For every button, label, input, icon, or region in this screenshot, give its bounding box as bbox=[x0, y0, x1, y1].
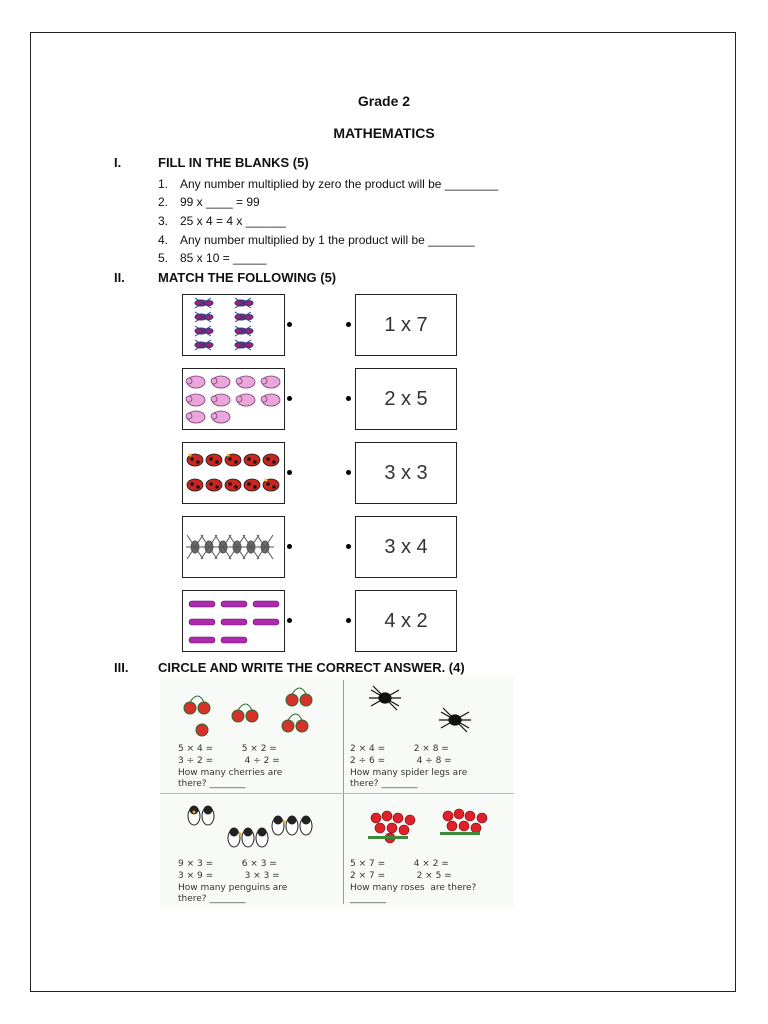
list-item bbox=[158, 177, 498, 191]
match-answer-box: 1 x 7 bbox=[355, 294, 457, 356]
question-text: How many roses are there? bbox=[350, 883, 477, 893]
section-3-number: III. bbox=[114, 660, 129, 675]
answer-line[interactable]: there? ________ bbox=[178, 779, 246, 789]
caterpillars-picture bbox=[182, 590, 285, 652]
list-item bbox=[158, 251, 266, 265]
list-item bbox=[158, 233, 475, 247]
section-2-number: II. bbox=[114, 270, 125, 285]
match-dot-left[interactable] bbox=[287, 396, 292, 401]
list-item bbox=[158, 195, 260, 209]
match-dot-right[interactable] bbox=[346, 618, 351, 623]
equation-line: 2 × 4 = 2 × 8 = bbox=[350, 744, 449, 754]
page-title: Grade 2 bbox=[357, 93, 411, 109]
match-answer-box: 2 x 5 bbox=[355, 368, 457, 430]
answer-line[interactable]: ________ bbox=[350, 894, 386, 904]
spider-icon bbox=[365, 682, 495, 742]
match-dot-left[interactable] bbox=[287, 544, 292, 549]
match-dot-right[interactable] bbox=[346, 470, 351, 475]
panel-divider-vertical bbox=[343, 680, 344, 904]
circle-answer-panel bbox=[160, 676, 514, 908]
equation-line: 2 ÷ 6 = 4 ÷ 8 = bbox=[350, 756, 452, 766]
list-item bbox=[158, 214, 286, 228]
match-dot-right[interactable] bbox=[346, 396, 351, 401]
ants-picture bbox=[182, 294, 285, 356]
answer-line[interactable]: there? ________ bbox=[350, 779, 418, 789]
match-dot-left[interactable] bbox=[287, 322, 292, 327]
penguin-icon bbox=[180, 800, 330, 860]
item-number: 1. bbox=[158, 177, 169, 191]
item-text: Any number multiplied by zero the product will be ________ bbox=[180, 177, 499, 191]
section-1-heading: FILL IN THE BLANKS (5) bbox=[158, 155, 309, 170]
answer-line[interactable]: there? ________ bbox=[178, 894, 246, 904]
item-text: 99 x ____ = 99 bbox=[180, 195, 260, 209]
question-text: How many cherries are bbox=[178, 768, 283, 778]
equation-line: 5 × 4 = 5 × 2 = bbox=[178, 744, 277, 754]
item-text: Any number multiplied by 1 the product will be _______ bbox=[180, 233, 475, 247]
panel-divider-horizontal bbox=[160, 793, 514, 794]
question-text: How many penguins are bbox=[178, 883, 288, 893]
match-dot-left[interactable] bbox=[287, 618, 292, 623]
rose-icon bbox=[360, 806, 500, 856]
match-answer-box: 4 x 2 bbox=[355, 590, 457, 652]
match-answer-box: 3 x 3 bbox=[355, 442, 457, 504]
ladybug-icon bbox=[183, 443, 284, 503]
pigs-picture bbox=[182, 368, 285, 430]
match-dot-right[interactable] bbox=[346, 322, 351, 327]
equation-line: 5 × 7 = 4 × 2 = bbox=[350, 859, 449, 869]
spiders-picture bbox=[182, 516, 285, 578]
item-number: 4. bbox=[158, 233, 169, 247]
equation-line: 9 × 3 = 6 × 3 = bbox=[178, 859, 277, 869]
pig-icon bbox=[183, 369, 284, 429]
item-text: 25 x 4 = 4 x ______ bbox=[180, 214, 286, 228]
match-answer-box: 3 x 4 bbox=[355, 516, 457, 578]
section-2-heading: MATCH THE FOLLOWING (5) bbox=[158, 270, 337, 285]
caterpillar-icon bbox=[183, 591, 284, 651]
section-3-heading: CIRCLE AND WRITE THE CORRECT ANSWER. (4) bbox=[158, 660, 465, 675]
item-number: 3. bbox=[158, 214, 169, 228]
subject-heading: MATHEMATICS bbox=[333, 125, 435, 141]
equation-line: 3 ÷ 2 = 4 ÷ 2 = bbox=[178, 756, 280, 766]
match-dot-left[interactable] bbox=[287, 470, 292, 475]
match-dot-right[interactable] bbox=[346, 544, 351, 549]
ant-icon bbox=[183, 295, 284, 355]
equation-line: 3 × 9 = 3 × 3 = bbox=[178, 871, 280, 881]
item-number: 5. bbox=[158, 251, 169, 265]
ladybugs-picture bbox=[182, 442, 285, 504]
section-1-number: I. bbox=[114, 155, 122, 170]
item-number: 2. bbox=[158, 195, 169, 209]
cherry-icon bbox=[180, 682, 330, 742]
equation-line: 2 × 7 = 2 × 5 = bbox=[350, 871, 452, 881]
item-text: 85 x 10 = _____ bbox=[180, 251, 267, 265]
question-text: How many spider legs are bbox=[350, 768, 468, 778]
spider-icon bbox=[183, 517, 284, 577]
